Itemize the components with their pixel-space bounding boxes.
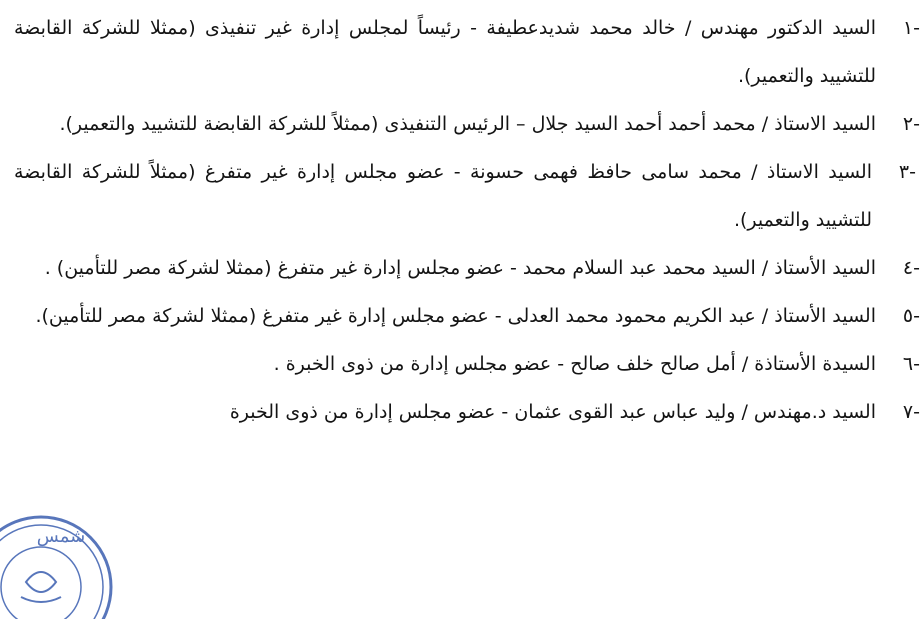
item-number: -٤ xyxy=(902,257,920,279)
item-number: -٣ xyxy=(898,161,916,183)
item-text: السيد د.مهندس / وليد عباس عبد القوى عثمان - عضو مجلس إدارة من ذوى الخبرة xyxy=(229,401,876,423)
item-number: -٥ xyxy=(902,305,920,327)
list-item xyxy=(14,292,920,340)
item-number: -٦ xyxy=(902,353,920,375)
stamp-text: شمس xyxy=(36,526,86,547)
item-number: -١ xyxy=(902,17,920,39)
item-text: السيد الأستاذ / السيد محمد عبد السلام محمد - عضو مجلس إدارة غير متفرغ (ممثلا لشركة مصر للتأمين) . xyxy=(44,257,876,279)
list-item xyxy=(14,148,920,244)
item-text: السيد الاستاذ / محمد سامى حافظ فهمى حسونة - عضو مجلس إدارة غير متفرغ (ممثلاً للشركة القابضة للتشييد والتعمير). xyxy=(14,161,872,231)
item-text: السيد الدكتور مهندس / خالد محمد شديدعطيفة - رئيساً لمجلس إدارة غير تنفيذى (ممثلا للشركة القابضة للتشييد والتعمير). xyxy=(14,17,876,87)
list-item xyxy=(14,388,920,436)
list-item xyxy=(14,4,920,100)
list-item xyxy=(14,244,920,292)
board-members-list xyxy=(14,4,920,436)
list-item xyxy=(14,340,920,388)
item-number: -٢ xyxy=(902,113,920,135)
company-seal-stamp xyxy=(0,512,116,619)
item-text: السيد الاستاذ / محمد أحمد أحمد السيد جلال – الرئيس التنفيذى (ممثلاً للشركة القابضة للتشييد والتعمير). xyxy=(59,113,876,135)
item-number: -٧ xyxy=(902,401,920,423)
list-item xyxy=(14,100,920,148)
item-text: السيدة الأستاذة / أمل صالح خلف صالح - عضو مجلس إدارة من ذوى الخبرة . xyxy=(273,353,876,375)
item-text: السيد الأستاذ / عبد الكريم محمود محمد العدلى - عضو مجلس إدارة غير متفرغ (ممثلا لشركة مصر للتأمين). xyxy=(35,305,876,327)
